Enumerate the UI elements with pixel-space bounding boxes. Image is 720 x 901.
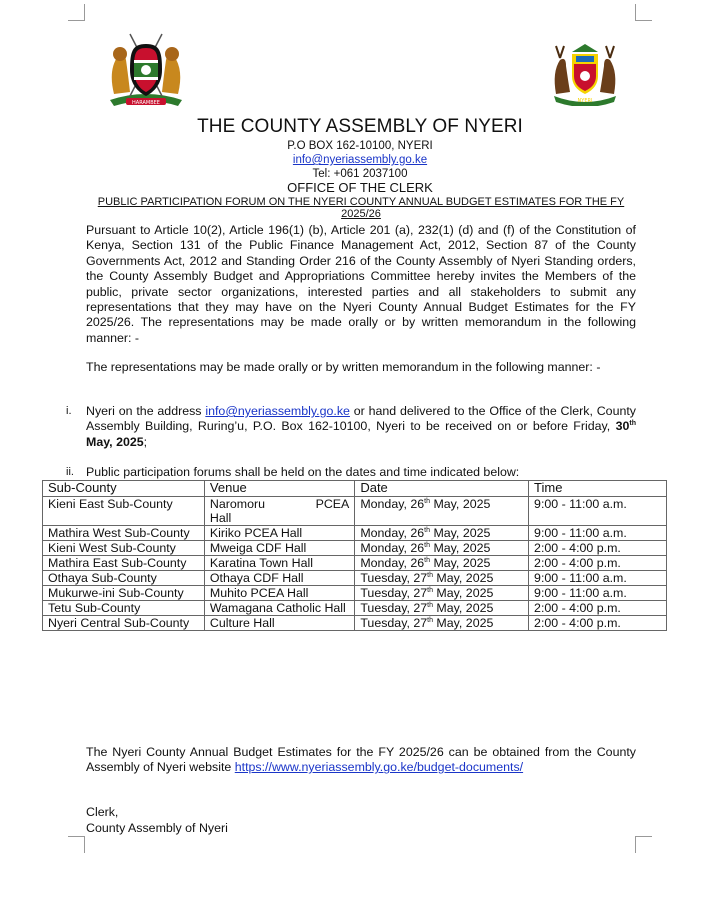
cell-date <box>355 497 529 526</box>
harambee-motto: HARAMBEE <box>132 100 160 106</box>
cell-date <box>355 556 529 571</box>
date-post: May, 2025 <box>432 571 494 585</box>
date-sup: th <box>427 572 433 579</box>
cell-subcounty: Nyeri Central Sub-County <box>43 616 205 631</box>
list-item-text-cont: or hand delivered to the Office of the Clerk, County Assembly Building, Ruring’u, P.O. Box 162-10100, Nyeri to be received on or before Friday, <box>86 404 636 434</box>
table-row <box>43 541 667 556</box>
cell-time: 9:00 - 11:00 a.m. <box>529 497 667 526</box>
deadline-date: May, 2025 <box>86 434 144 449</box>
cell-venue: Kiriko PCEA Hall <box>204 526 354 541</box>
list-number: ii. <box>66 466 74 478</box>
date-pre: Tuesday, 27 <box>360 601 428 615</box>
estimates-paragraph <box>86 745 636 776</box>
cell-time: 9:00 - 11:00 a.m. <box>529 571 667 586</box>
signature-block <box>86 804 228 836</box>
cell-venue: Wamagana Catholic Hall <box>204 601 354 616</box>
venue-part: Naromoru <box>209 497 265 511</box>
budget-documents-link[interactable]: https://www.nyeriassembly.go.ke/budget-documents/ <box>234 760 524 775</box>
header-email-link[interactable]: info@nyeriassembly.go.ke <box>292 154 428 166</box>
kenya-coat-of-arms-emblem <box>100 30 192 108</box>
date-pre: Tuesday, 27 <box>360 616 428 630</box>
cell-date <box>355 526 529 541</box>
date-pre: Monday, 26 <box>360 556 425 570</box>
list-item-end: ; <box>143 434 148 449</box>
date-sup: th <box>424 557 430 564</box>
signatory-title: Clerk, <box>86 805 119 819</box>
table-row <box>43 497 667 526</box>
col-header-subcounty: Sub-County <box>43 481 205 497</box>
date-post: May, 2025 <box>430 526 491 540</box>
cell-subcounty: Mathira East Sub-County <box>43 556 205 571</box>
date-sup: th <box>424 498 430 505</box>
signatory-org: County Assembly of Nyeri <box>86 821 228 835</box>
cell-subcounty: Tetu Sub-County <box>43 601 205 616</box>
date-pre: Tuesday, 27 <box>360 571 428 585</box>
date-post: May, 2025 <box>432 616 494 630</box>
schedule-table <box>42 480 667 631</box>
date-pre: Monday, 26 <box>360 497 425 511</box>
cell-subcounty: Kieni West Sub-County <box>43 541 205 556</box>
intro-paragraph: Pursuant to Article 10(2), Article 196(1) (b), Article 201 (a), 232(1) (d) and (f) of the Constitution of Kenya, Section 131 of the Public Finance Management Act, 2012, Section 87 of the County Governments Act, 2012 and Standing Order 216 of the County Assembly of Nyeri Standing orders, the County Assembly Budget and Appropriations Committee hereby invites the Members of the public, private sector organizations, interested parties and all stakeholders to submit any representations that they may have on the Nyeri County Annual Budget Estimates for the FY 2025/26. The representations may be made orally or by written memorandum in the following manner: - <box>86 223 636 345</box>
cell-subcounty: Othaya Sub-County <box>43 571 205 586</box>
representations-paragraph: The representations may be made orally or by written memorandum in the following manner: - <box>86 360 601 374</box>
col-header-date: Date <box>355 481 529 497</box>
venue-part: Hall <box>209 511 232 525</box>
date-pre: Monday, 26 <box>360 526 425 540</box>
deadline-sup: th <box>629 420 636 428</box>
cell-time: 9:00 - 11:00 a.m. <box>529 586 667 601</box>
cell-venue: Karatina Town Hall <box>204 556 354 571</box>
date-sup: th <box>424 527 430 534</box>
deadline-day: 30 <box>615 419 630 434</box>
col-header-time: Time <box>529 481 667 497</box>
telephone: Tel: +061 2037100 <box>312 168 408 180</box>
cell-venue: Muhito PCEA Hall <box>204 586 354 601</box>
cell-date <box>355 571 529 586</box>
cell-venue: Othaya CDF Hall <box>204 571 354 586</box>
cell-time: 2:00 - 4:00 p.m. <box>529 541 667 556</box>
list-item-text: Nyeri on the address <box>86 404 206 418</box>
date-pre: Monday, 26 <box>360 541 425 555</box>
forum-heading: PUBLIC PARTICIPATION FORUM ON THE NYERI COUNTY ANNUAL BUDGET ESTIMATES FOR THE FY 2025/26 <box>97 196 625 220</box>
cell-time: 2:00 - 4:00 p.m. <box>529 601 667 616</box>
crop-mark-bottom-right <box>635 836 652 853</box>
document-title: THE COUNTY ASSEMBLY OF NYERI <box>197 116 523 137</box>
venue-part: PCEA <box>315 497 350 511</box>
cell-date <box>355 541 529 556</box>
address-block <box>80 139 640 181</box>
crop-mark-top-right <box>635 4 652 21</box>
cell-subcounty: Mathira West Sub-County <box>43 526 205 541</box>
date-pre: Tuesday, 27 <box>360 586 428 600</box>
table-row <box>43 616 667 631</box>
col-header-venue: Venue <box>204 481 354 497</box>
cell-venue <box>204 497 354 526</box>
table-header-row <box>43 481 667 497</box>
date-sup: th <box>427 617 433 624</box>
cell-time: 9:00 - 11:00 a.m. <box>529 526 667 541</box>
date-post: May, 2025 <box>432 586 494 600</box>
cell-time: 2:00 - 4:00 p.m. <box>529 556 667 571</box>
date-sup: th <box>427 587 433 594</box>
date-post: May, 2025 <box>432 601 494 615</box>
crop-mark-top-left <box>68 4 85 21</box>
table-row <box>43 571 667 586</box>
date-post: May, 2025 <box>430 497 491 511</box>
list-number: i. <box>66 405 72 417</box>
nyeri-emblem-motto: NYERI <box>577 98 593 104</box>
cell-venue: Mweiga CDF Hall <box>204 541 354 556</box>
cell-subcounty: Mukurwe-ini Sub-County <box>43 586 205 601</box>
cell-venue: Culture Hall <box>204 616 354 631</box>
table-row <box>43 586 667 601</box>
list-item <box>60 404 636 450</box>
list-item-text: Public participation forums shall be held on the dates and time indicated below: <box>86 465 520 479</box>
table-row <box>43 601 667 616</box>
estimates-text: The Nyeri County Annual Budget Estimates for the FY 2025/26 can be obtained from the County Assembly of Nyeri website <box>86 745 636 775</box>
office-heading: OFFICE OF THE CLERK <box>287 180 433 195</box>
table-row <box>43 526 667 541</box>
list-item <box>60 465 636 480</box>
cell-time: 2:00 - 4:00 p.m. <box>529 616 667 631</box>
nyeri-county-emblem <box>546 38 624 106</box>
cell-subcounty: Kieni East Sub-County <box>43 497 205 526</box>
crop-mark-bottom-left <box>68 836 85 853</box>
date-post: May, 2025 <box>430 556 491 570</box>
date-sup: th <box>424 542 430 549</box>
cell-date <box>355 586 529 601</box>
table-row <box>43 556 667 571</box>
cell-date <box>355 601 529 616</box>
po-box: P.O BOX 162-10100, NYERI <box>287 140 433 152</box>
date-sup: th <box>427 602 433 609</box>
cell-date <box>355 616 529 631</box>
date-post: May, 2025 <box>430 541 491 555</box>
submission-email-link[interactable]: info@nyeriassembly.go.ke <box>205 404 350 418</box>
